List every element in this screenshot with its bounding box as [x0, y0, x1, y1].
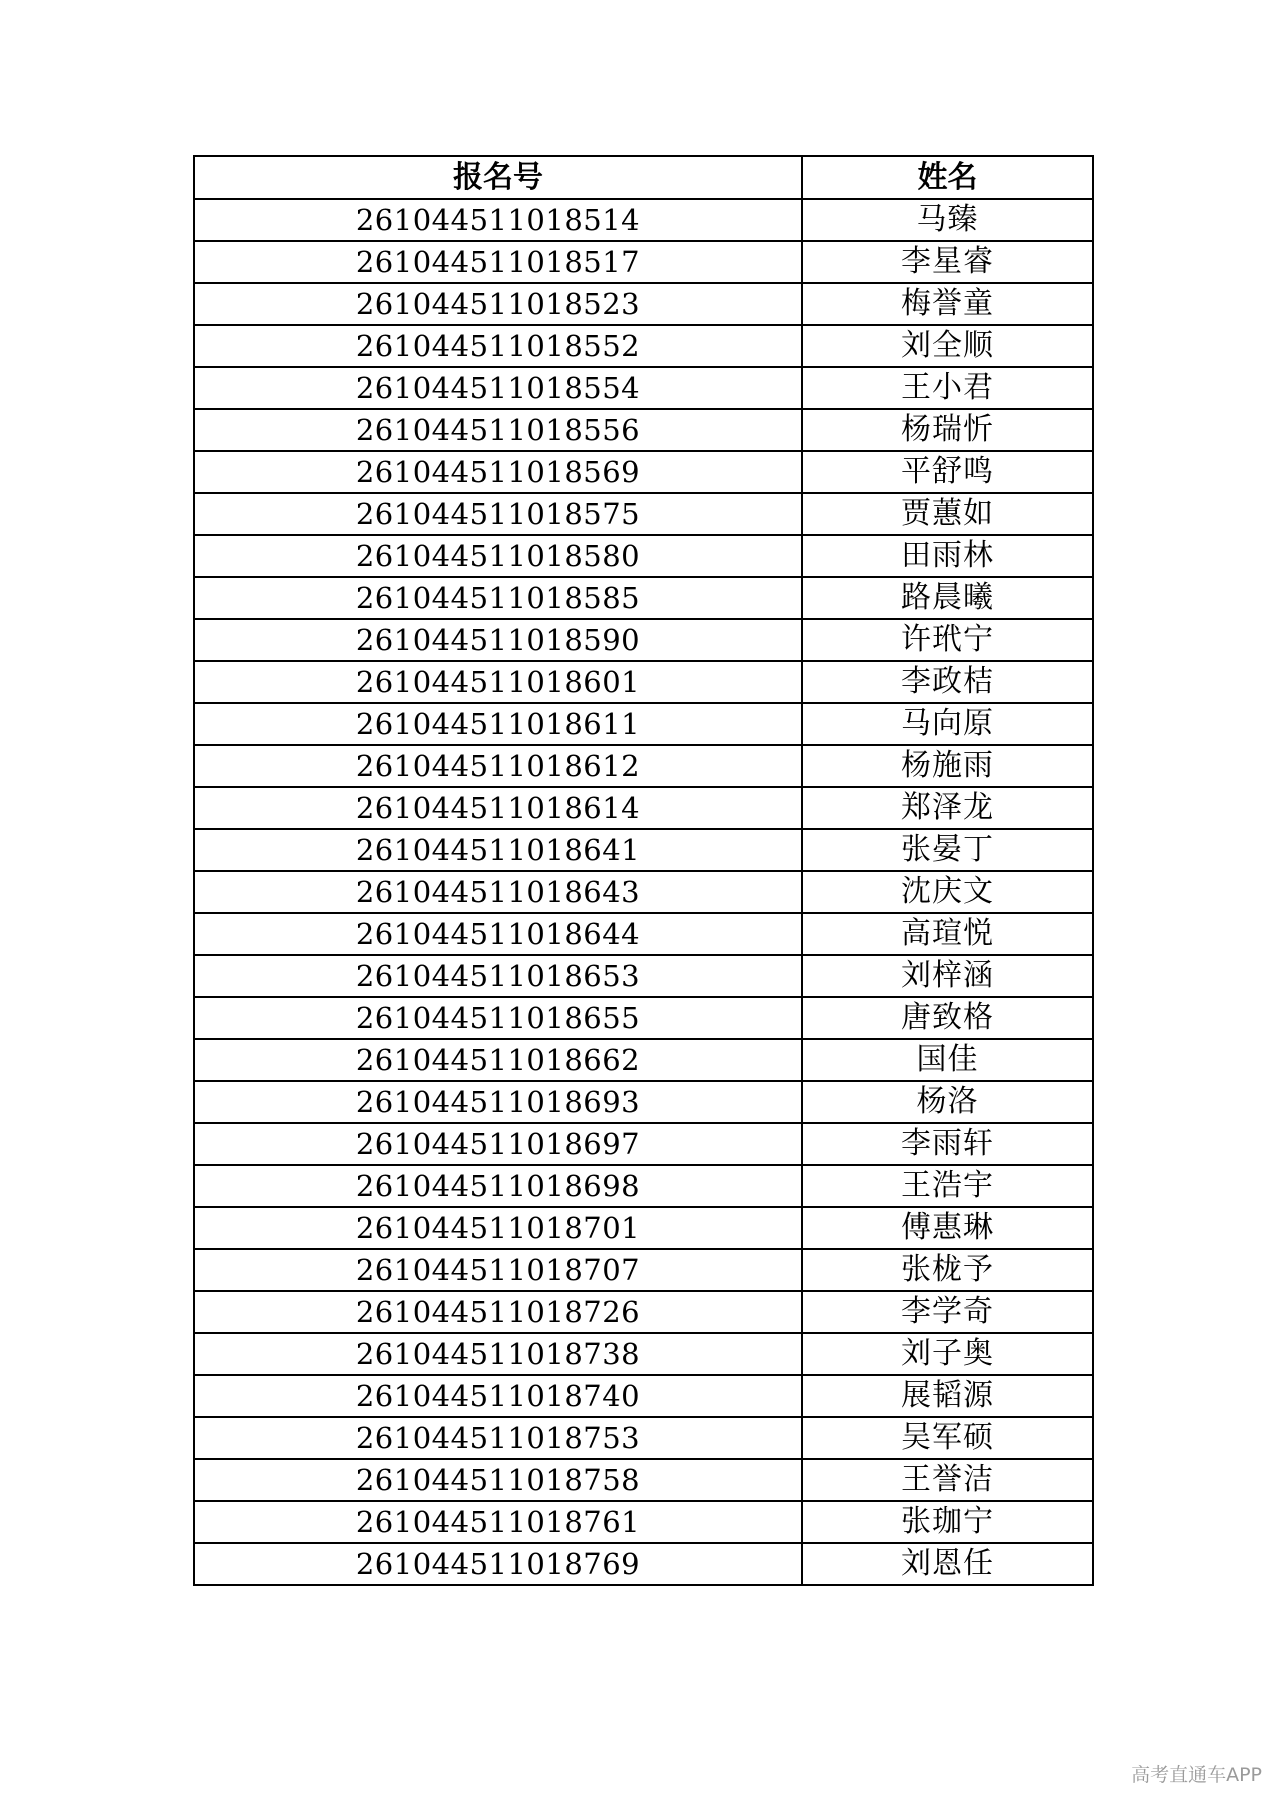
name-cell: 王浩宇: [802, 1165, 1093, 1207]
name-cell: 傅惠琳: [802, 1207, 1093, 1249]
registration-number-cell: 261044511018758: [194, 1459, 802, 1501]
name-cell: 刘子奥: [802, 1333, 1093, 1375]
registration-number-cell: 261044511018769: [194, 1543, 802, 1585]
name-cell: 王小君: [802, 367, 1093, 409]
name-cell: 田雨林: [802, 535, 1093, 577]
table-row: [194, 409, 1093, 451]
table-row: [194, 1459, 1093, 1501]
header-registration-number: 报名号: [194, 156, 802, 199]
registration-number-cell: 261044511018601: [194, 661, 802, 703]
table-row: [194, 829, 1093, 871]
table-row: [194, 367, 1093, 409]
registration-number-cell: 261044511018590: [194, 619, 802, 661]
registration-number-cell: 261044511018726: [194, 1291, 802, 1333]
table-row: [194, 325, 1093, 367]
header-name: 姓名: [802, 156, 1093, 199]
name-cell: 张晏丁: [802, 829, 1093, 871]
registration-number-cell: 261044511018569: [194, 451, 802, 493]
registration-number-cell: 261044511018662: [194, 1039, 802, 1081]
table-row: [194, 1543, 1093, 1585]
name-cell: 杨瑞忻: [802, 409, 1093, 451]
registration-number-cell: 261044511018611: [194, 703, 802, 745]
roster-table-container: [193, 155, 1092, 1586]
registration-number-cell: 261044511018738: [194, 1333, 802, 1375]
table-row: [194, 661, 1093, 703]
watermark-text: 高考直通车APP: [1131, 1764, 1262, 1786]
table-row: [194, 1291, 1093, 1333]
roster-table-body: [194, 199, 1093, 1585]
registration-number-cell: 261044511018753: [194, 1417, 802, 1459]
registration-number-cell: 261044511018643: [194, 871, 802, 913]
name-cell: 马向原: [802, 703, 1093, 745]
table-row: [194, 745, 1093, 787]
registration-number-cell: 261044511018580: [194, 535, 802, 577]
registration-number-cell: 261044511018554: [194, 367, 802, 409]
table-row: [194, 535, 1093, 577]
name-cell: 贾蕙如: [802, 493, 1093, 535]
table-row: [194, 619, 1093, 661]
table-row: [194, 787, 1093, 829]
table-row: [194, 451, 1093, 493]
table-row: [194, 1123, 1093, 1165]
table-row: [194, 577, 1093, 619]
table-row: [194, 997, 1093, 1039]
table-row: [194, 1165, 1093, 1207]
table-row: [194, 955, 1093, 997]
name-cell: 刘全顺: [802, 325, 1093, 367]
name-cell: 许玳宁: [802, 619, 1093, 661]
name-cell: 刘恩任: [802, 1543, 1093, 1585]
table-row: [194, 1249, 1093, 1291]
registration-number-cell: 261044511018556: [194, 409, 802, 451]
name-cell: 高瑄悦: [802, 913, 1093, 955]
registration-number-cell: 261044511018585: [194, 577, 802, 619]
table-row: [194, 493, 1093, 535]
registration-number-cell: 261044511018697: [194, 1123, 802, 1165]
table-row: [194, 703, 1093, 745]
registration-number-cell: 261044511018707: [194, 1249, 802, 1291]
registration-number-cell: 261044511018698: [194, 1165, 802, 1207]
name-cell: 杨洛: [802, 1081, 1093, 1123]
table-row: [194, 1081, 1093, 1123]
registration-number-cell: 261044511018693: [194, 1081, 802, 1123]
registration-number-cell: 261044511018614: [194, 787, 802, 829]
name-cell: 吴军硕: [802, 1417, 1093, 1459]
name-cell: 李政桔: [802, 661, 1093, 703]
registration-number-cell: 261044511018514: [194, 199, 802, 241]
registration-number-cell: 261044511018701: [194, 1207, 802, 1249]
name-cell: 李学奇: [802, 1291, 1093, 1333]
registration-number-cell: 261044511018517: [194, 241, 802, 283]
roster-table: [193, 155, 1094, 1586]
registration-number-cell: 261044511018655: [194, 997, 802, 1039]
table-row: [194, 913, 1093, 955]
table-row: [194, 871, 1093, 913]
name-cell: 郑泽龙: [802, 787, 1093, 829]
table-row: [194, 1501, 1093, 1543]
name-cell: 唐致格: [802, 997, 1093, 1039]
table-row: [194, 1417, 1093, 1459]
table-header-row: [194, 156, 1093, 199]
registration-number-cell: 261044511018641: [194, 829, 802, 871]
name-cell: 路晨曦: [802, 577, 1093, 619]
table-row: [194, 1333, 1093, 1375]
name-cell: 刘梓涵: [802, 955, 1093, 997]
name-cell: 李雨轩: [802, 1123, 1093, 1165]
registration-number-cell: 261044511018653: [194, 955, 802, 997]
registration-number-cell: 261044511018612: [194, 745, 802, 787]
name-cell: 王誉洁: [802, 1459, 1093, 1501]
name-cell: 张栊予: [802, 1249, 1093, 1291]
name-cell: 张珈宁: [802, 1501, 1093, 1543]
name-cell: 沈庆文: [802, 871, 1093, 913]
registration-number-cell: 261044511018644: [194, 913, 802, 955]
table-row: [194, 1375, 1093, 1417]
table-row: [194, 1207, 1093, 1249]
table-row: [194, 283, 1093, 325]
registration-number-cell: 261044511018552: [194, 325, 802, 367]
name-cell: 平舒鸣: [802, 451, 1093, 493]
name-cell: 梅誉童: [802, 283, 1093, 325]
registration-number-cell: 261044511018523: [194, 283, 802, 325]
name-cell: 马臻: [802, 199, 1093, 241]
table-row: [194, 1039, 1093, 1081]
registration-number-cell: 261044511018761: [194, 1501, 802, 1543]
table-row: [194, 241, 1093, 283]
table-row: [194, 199, 1093, 241]
name-cell: 杨施雨: [802, 745, 1093, 787]
registration-number-cell: 261044511018575: [194, 493, 802, 535]
name-cell: 李星睿: [802, 241, 1093, 283]
name-cell: 国佳: [802, 1039, 1093, 1081]
name-cell: 展韬源: [802, 1375, 1093, 1417]
registration-number-cell: 261044511018740: [194, 1375, 802, 1417]
